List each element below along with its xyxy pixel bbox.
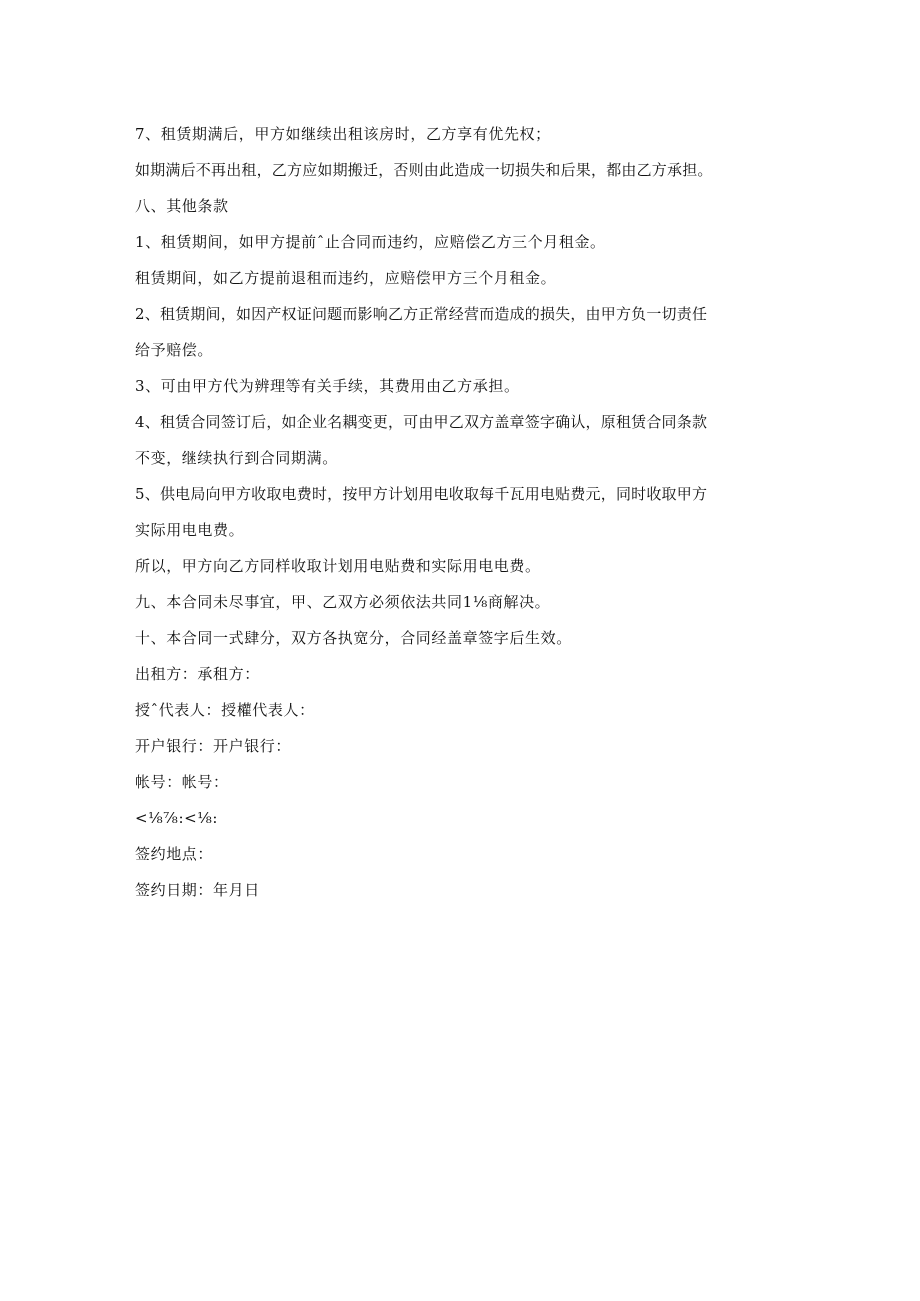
bank-label: 开户银行：开户银行： <box>135 737 292 755</box>
clause-8-4-line-1: 4、租赁合同签订后，如企业名耦变更，可由甲乙双方盖章签字确认，原租赁合同条款 <box>135 413 708 431</box>
lessor-lessee-label: 出租方：承租方： <box>135 665 260 683</box>
clause-7-line-2: 如期满后不再出租，乙方应如期搬迁，否则由此造成一切损失和后果，都由乙方承担。 <box>135 161 713 179</box>
clause-7-line-1: 7、租赁期满后，甲方如继续出租该房时，乙方享有优先权； <box>135 125 551 143</box>
section-10: 十、本合同一式肆分，双方各执宽分，合同经盖章签字后生效。 <box>135 629 572 647</box>
garbled-field-label: <⅛⅞:<⅛: <box>135 809 219 827</box>
signing-date-label: 签约日期：年月日 <box>135 881 260 899</box>
clause-8-1-line-2: 租赁期间，如乙方提前退租而违约，应赔偿甲方三个月租金。 <box>135 269 557 287</box>
section-8-heading: 八、其他条款 <box>135 197 229 215</box>
account-label: 帐号：帐号： <box>135 773 229 791</box>
clause-8-3: 3、可由甲方代为辨理等有关手续，其费用由乙方承担。 <box>135 377 520 395</box>
clause-8-5-line-3: 所以，甲方向乙方同样收取计划用电贴费和实际用电电费。 <box>135 557 541 575</box>
clause-8-2-line-2: 给予赔偿。 <box>135 341 214 359</box>
signing-place-label: 签约地点： <box>135 845 214 863</box>
clause-8-5-line-1: 5、供电局向甲方收取电费时，按甲方计划用电收取每千瓦用电贴费元，同时收取甲方 <box>135 485 708 503</box>
clause-8-2-line-1: 2、租赁期间，如因产权证问题而影响乙方正常经营而造成的损失，由甲方负一切责任 <box>135 305 708 323</box>
clause-8-4-line-2: 不变，继续执行到合同期满。 <box>135 449 338 467</box>
document-body <box>135 116 795 908</box>
section-9: 九、本合同未尽事宜，甲、乙双方必须依法共同1⅛商解决。 <box>135 593 551 611</box>
authorized-representative-label: 授ˆ代表人：授權代表人： <box>135 701 315 719</box>
clause-8-5-line-2: 实际用电电费。 <box>135 521 245 539</box>
clause-8-1-line-1: 1、租赁期间，如甲方提前ˆ止合同而违约，应赔偿乙方三个月租金。 <box>135 233 606 251</box>
